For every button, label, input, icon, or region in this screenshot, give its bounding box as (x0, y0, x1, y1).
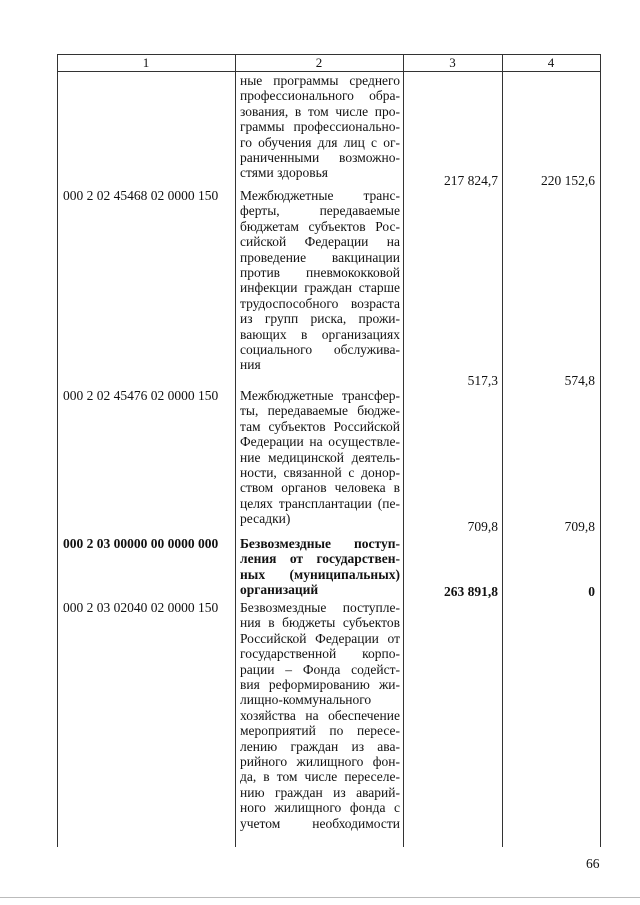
description-line: целях трансплантации (пе- (240, 495, 400, 511)
row-description (240, 600, 400, 831)
description-line: государственной корпо- (240, 646, 400, 662)
description-line: Российской Федерации от (240, 630, 400, 646)
budget-code: 000 2 03 02040 02 0000 150 (63, 600, 219, 615)
budget-code: 000 2 02 45468 02 0000 150 (63, 188, 219, 203)
row-description (240, 73, 400, 181)
description-line: ферты, передаваемые (240, 203, 400, 219)
description-line: хозяйства на обеспечение (240, 707, 400, 723)
table-left-border (57, 54, 58, 847)
description-line: го обучения для лиц с ог- (240, 134, 400, 150)
value-col-4: 574,8 (564, 373, 595, 388)
description-line: Безвозмездные поступ- (240, 536, 400, 551)
description-line: вия реформированию жи- (240, 677, 400, 693)
description-line: Межбюджетные транс- (240, 188, 400, 203)
description-line: проведение вакцинации (240, 249, 400, 265)
header-col-2: 2 (315, 55, 323, 70)
description-line: ресадки) (240, 511, 291, 527)
description-line: инфекции граждан старше (240, 280, 400, 296)
description-line: Межбюджетные трансфер- (240, 388, 400, 403)
value-col-3: 517,3 (467, 373, 498, 388)
description-line: ных (муниципальных) (240, 566, 400, 582)
description-line: ством органов человека в (240, 480, 400, 496)
description-line: рации – Фонда содейст- (240, 661, 400, 677)
description-line: зования, в том числе про- (240, 103, 400, 119)
description-line: ние медицинской деятель- (240, 449, 400, 465)
table-right-border (600, 54, 601, 847)
value-col-4: 220 152,6 (541, 173, 595, 188)
description-line: ления от государствен- (240, 551, 400, 567)
value-col-3: 263 891,8 (444, 584, 498, 599)
description-line: против пневмококковой (240, 265, 400, 281)
description-line: социального обслужива- (240, 342, 400, 358)
description-line: ния (240, 357, 261, 373)
page-number: 66 (586, 856, 600, 871)
budget-code: 000 2 03 00000 00 0000 000 (63, 536, 219, 551)
description-line: из групп риска, прожи- (240, 311, 400, 327)
row-description (240, 536, 400, 598)
description-line: вающих в организациях (240, 326, 400, 342)
row-description (240, 188, 400, 373)
description-line: бюджетам субъектов Рос- (240, 218, 400, 234)
description-line: ты, передаваемые бюдже- (240, 403, 400, 419)
value-col-4: 709,8 (564, 519, 595, 534)
description-line: лищно-коммунального (240, 692, 372, 708)
value-col-4: 0 (588, 584, 595, 599)
value-col-3: 709,8 (467, 519, 498, 534)
description-line: организаций (240, 582, 319, 598)
header-col-3: 3 (449, 55, 456, 70)
page-bottom-edge (0, 897, 640, 898)
header-col-4: 4 (547, 55, 555, 70)
description-line: нию граждан из аварий- (240, 784, 400, 800)
description-line: стями здоровья (240, 165, 329, 181)
row-description (240, 388, 400, 527)
description-line: ные программы среднего (240, 73, 400, 88)
description-line: ного жилищного фонда с (240, 800, 400, 816)
budget-code: 000 2 02 45476 02 0000 150 (63, 388, 219, 403)
description-line: да, в том числе переселе- (240, 769, 400, 785)
description-line: раниченными возможно- (240, 150, 400, 166)
description-line: Безвозмездные поступле- (240, 600, 400, 615)
description-line: сийской Федерации на (240, 234, 400, 250)
description-line: граммы профессионально- (240, 119, 400, 135)
description-line: ности, связанной с донор- (240, 465, 400, 481)
description-line: рийного жилищного фон- (240, 754, 400, 770)
description-line: Федерации на осуществле- (240, 434, 400, 450)
description-line: мероприятий по пересе- (240, 723, 400, 739)
description-line: учетом необходимости (240, 815, 400, 831)
value-col-3: 217 824,7 (444, 173, 498, 188)
header-col-1: 1 (142, 55, 150, 70)
description-line: ния в бюджеты субъектов (240, 615, 400, 631)
description-line: лению граждан из ава- (240, 738, 400, 754)
description-line: профессионального обра- (240, 88, 400, 104)
description-line: там субъектов Российской (240, 418, 400, 434)
column-divider-1-2 (235, 54, 236, 847)
description-line: трудоспособного возраста (240, 295, 400, 311)
header-bottom-border (57, 71, 600, 72)
